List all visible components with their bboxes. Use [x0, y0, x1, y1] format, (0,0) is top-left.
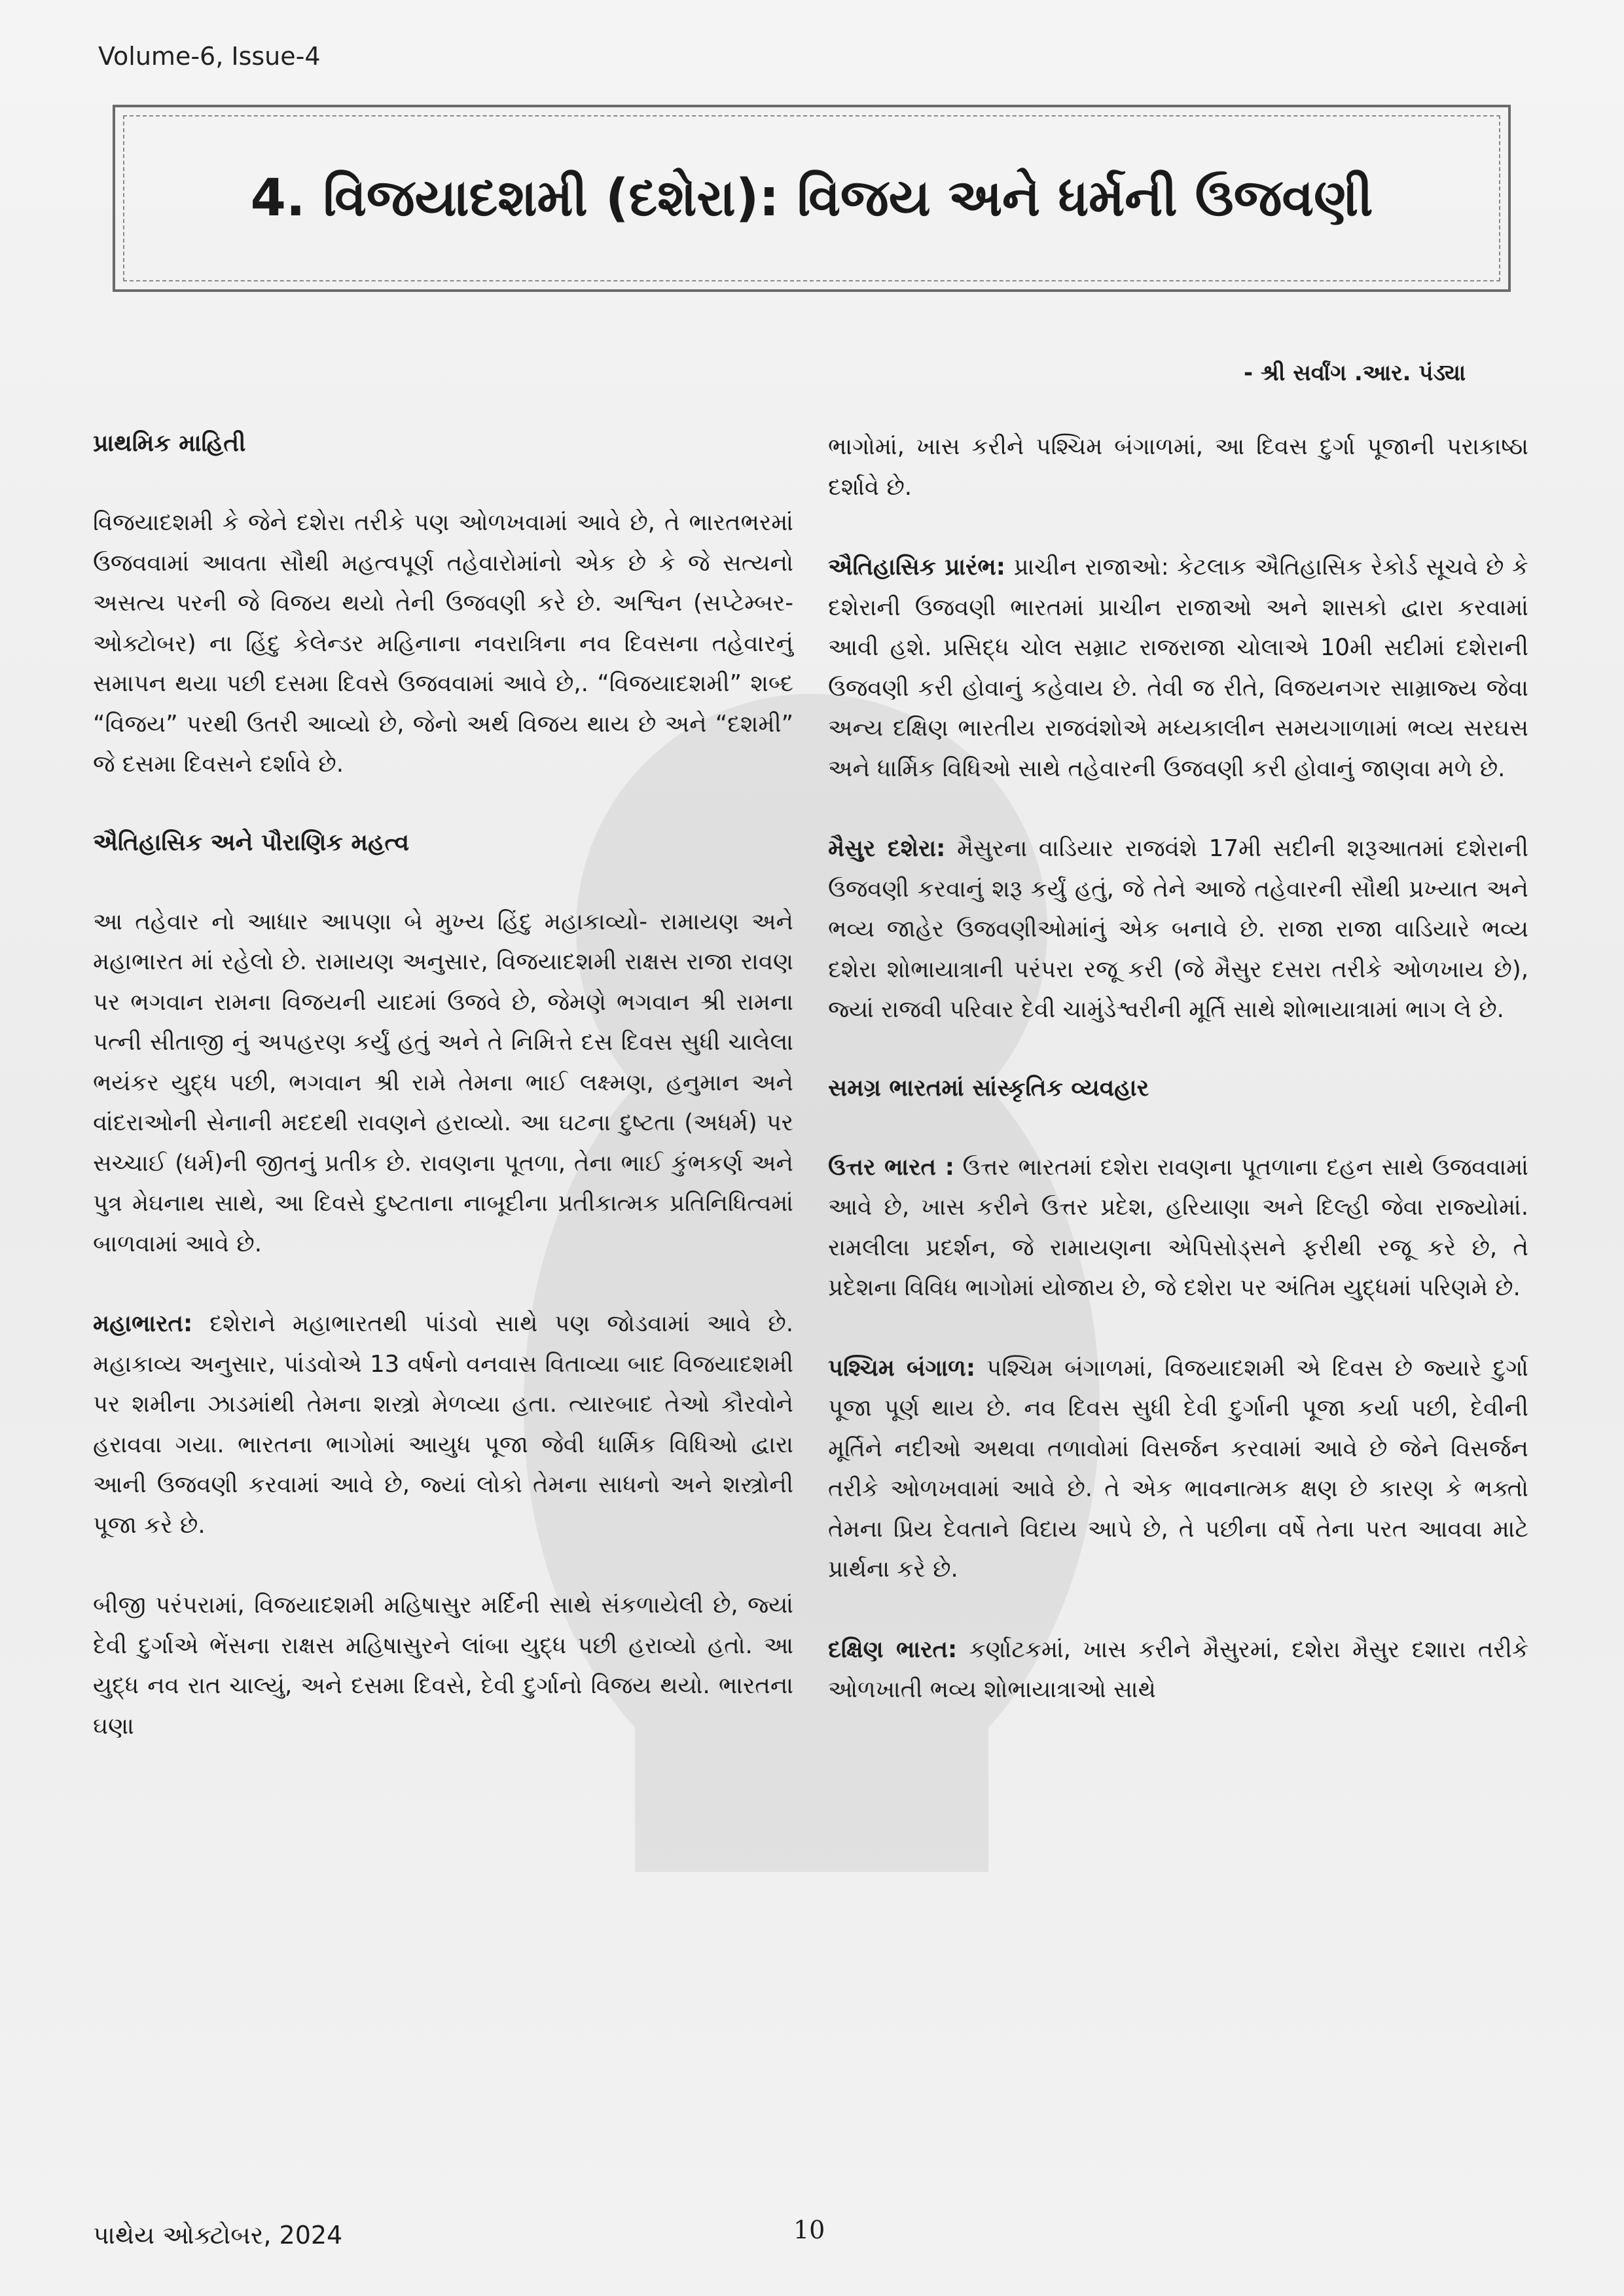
volume-issue-label: Volume-6, Issue-4	[98, 42, 321, 71]
paragraph-mahishasura: બીજી પરંપરામાં, વિજયાદશમી મહિષાસુર મર્દિની સાથે સંકળાયેલી છે, જ્યાં દેવી દુર્ગાએ ભેંસના રાક્ષસ મહિષાસુરને લાંબા યુદ્ધ પછી હરાવ્યો હતો. આ યુદ્ધ નવ રાત ચાલ્યું, અને દસમા દિવસે, દેવી દુર્ગાનો વિજય થયો. ભારતના ઘણા	[93, 1592, 793, 1740]
lead-historical-beginnings: ઐતિહાસિક પ્રારંભ:	[828, 554, 1005, 581]
paragraph-mahabharata	[93, 1304, 793, 1545]
lead-mahabharata: મહાભારત:	[93, 1310, 193, 1337]
text-west-bengal: પશ્ચિમ બંગાળમાં, વિજયાદશમી એ દિવસ છે જ્યારે દુર્ગા પૂજા પૂર્ણ થાય છે. નવ દિવસ સુધી દેવી દુર્ગાની પૂજા કર્યા પછી, દેવીની મૂર્તિને નદીઓ અથવા તળાવોમાં વિસર્જન કરવામાં આવે છે જેને વિસર્જન તરીકે ઓળખવામાં આવે છે. તે એક ભાવનાત્મક ક્ષણ છે કારણ કે ભક્તો તેમના પ્રિય દેવતાને વિદાય આપે છે, તે પછીના વર્ષે તેના પરત આવવા માટે પ્રાર્થના કરે છે.	[828, 1354, 1528, 1583]
lead-north-india: ઉત્તર ભારત :	[828, 1153, 954, 1181]
text-south-india: કર્ણાટકમાં, ખાસ કરીને મૈસુરમાં, દશેરા મૈસુર દશારા તરીકે ઓળખાતી ભવ્ય શોભાયાત્રાઓ સાથે	[828, 1636, 1529, 1703]
footer-magazine-name: પાથેય ઓક્ટોબર, 2024	[93, 2221, 343, 2250]
paragraph-north-india	[828, 1147, 1528, 1308]
section-heading-cultural-practices: સમગ્ર ભારતમાં સાંસ્કૃતિક વ્યવહાર	[828, 1074, 1149, 1102]
paragraph-south-india	[828, 1630, 1528, 1710]
section-heading-history-mythology: ઐતિહાસિક અને પૌરાણિક મહત્વ	[93, 829, 409, 856]
text-mysore-dussehra: મૈસુરના વાડિયાર રાજવંશે 17મી સદીની શરૂઆતમાં દશેરાની ઉજવણી કરવાનું શરૂ કર્યું હતું, જે તેને આજે તહેવારની સૌથી પ્રખ્યાત અને ભવ્ય જાહેર ઉજવણીઓમાંનું એક બનાવે છે. રાજા રાજા વાડિયારે ભવ્ય દશેરા શોભાયાત્રાની પરંપરા રજૂ કરી (જે મૈસુર દસરા તરીકે ઓળખાય છે), જ્યાં રાજવી પરિવાર દેવી ચામુંડેશ્વરીની મૂર્તિ સાથે શોભાયાત્રામાં ભાગ લે છે.	[828, 835, 1528, 1023]
right-column	[828, 427, 1528, 1750]
page-number: 10	[793, 2215, 825, 2244]
article-title: 4. વિજયાદશમી (દશેરા): વિજય અને ધર્મની ઉજવણી	[250, 168, 1373, 228]
lead-west-bengal: પશ્ચિમ બંગાળ:	[828, 1354, 976, 1382]
paragraph-west-bengal	[828, 1348, 1528, 1590]
lead-south-india: દક્ષિણ ભારત:	[828, 1636, 958, 1663]
text-mahabharata: દશેરાને મહાભારતથી પાંડવો સાથે પણ જોડવામાં આવે છે. મહાકાવ્ય અનુસાર, પાંડવોએ 13 વર્ષનો વનવાસ વિતાવ્યા બાદ વિજયાદશમી પર શમીના ઝાડમાંથી તેમના શસ્ત્રો મેળવ્યા હતા. ત્યારબાદ તેઓ કૌરવોને હરાવવા ગયા. ભારતના ભાગોમાં આયુધ પૂજા જેવી ધાર્મિક વિધિઓ દ્વારા આની ઉજવણી કરવામાં આવે છે, જ્યાં લોકો તેમના સાધનો અને શસ્ત્રોની પૂજા કરે છે.	[93, 1310, 793, 1539]
text-historical-beginnings: પ્રાચીન રાજાઓ: કેટલાક ઐતિહાસિક રેકોર્ડ સૂચવે છે કે દશેરાની ઉજવણી ભારતમાં પ્રાચીન રાજાઓ અને શાસકો દ્વારા કરવામાં આવી હશે. પ્રસિદ્ધ ચોલ સમ્રાટ રાજરાજા ચોલાએ 10મી સદીમાં દશેરાની ઉજવણી કરી હોવાનું કહેવાય છે. તેવી જ રીતે, વિજયનગર સામ્રાજ્ય જેવા અન્ય દક્ષિણ ભારતીય રાજવંશોએ મધ્યકાલીન સમયગાળામાં ભવ્ય સરઘસ અને ધાર્મિક વિધિઓ સાથે તહેવારની ઉજવણી કરી હોવાનું જાણવા મળે છે.	[828, 554, 1528, 782]
section-heading-basic-info: પ્રાથમિક માહિતી	[93, 430, 246, 457]
lead-mysore-dussehra: મૈસુર દશેરા:	[828, 835, 946, 862]
author-byline: - શ્રી સર્વાંગ .આર. પંડ્યા	[1244, 360, 1466, 386]
paragraph-mysore-dussehra	[828, 829, 1528, 1030]
title-frame	[113, 105, 1511, 292]
paragraph-ramayana: આ તહેવાર નો આધાર આપણા બે મુખ્ય હિંદુ મહાકાવ્યો- રામાયણ અને મહાભારત માં રહેલો છે. રામાયણ અનુસાર, વિજયાદશમી રાક્ષસ રાજા રાવણ પર ભગવાન રામના વિજયની યાદમાં ઉજવે છે, જેમણે ભગવાન શ્રી રામના પત્ની સીતાજી નું અપહરણ કર્યું હતું અને તે નિમિત્તે દસ દિવસ સુધી ચાલેલા ભયંકર યુદ્ધ પછી, ભગવાન શ્રી રામે તેમના ભાઈ લક્ષ્મણ, હનુમાન અને વાંદરાઓની સેનાની મદદથી રાવણને હરાવ્યો. આ ઘટના દુષ્ટતા (અધર્મ) પર સચ્ચાઈ (ધર્મ)ની જીતનું પ્રતીક છે. રાવણના પૂતળા, તેના ભાઈ કુંભકર્ણ અને પુત્ર મેઘનાથ સાથે, આ દિવસે દુષ્ટતાના નાબૂદીના પ્રતીકાત્મક પ્રતિનિધિત્વમાં બાળવામાં આવે છે.	[93, 908, 793, 1257]
paragraph-durga-puja-continued: ભાગોમાં, ખાસ કરીને પશ્ચિમ બંગાળમાં, આ દિવસ દુર્ગા પૂજાની પરાકાષ્ઠા દર્શાવે છે.	[828, 433, 1528, 501]
paragraph-historical-beginnings	[828, 547, 1528, 789]
paragraph-intro: વિજયાદશમી કે જેને દશેરા તરીકે પણ ઓળખવામાં આવે છે, તે ભારતભરમાં ઉજવવામાં આવતા સૌથી મહત્વપૂર્ણ તહેવારોમાંનો એક છે કે જે સત્યનો અસત્ય પરની જે વિજય થયો તેની ઉજવણી કરે છે. અશ્વિન (સપ્ટેમ્બર-ઓક્ટોબર) ના હિંદુ કેલેન્ડર મહિનાના નવરાત્રિના નવ દિવસના તહેવારનું સમાપન થયા પછી દસમા દિવસે ઉજવવામાં આવે છે,. “વિજયાદશમી” શબ્દ “વિજય” પરથી ઉતરી આવ્યો છે, જેનો અર્થ વિજય થાય છે અને “દશમી” જે દસમા દિવસને દર્શાવે છે.	[93, 509, 793, 778]
text-north-india: ઉત્તર ભારતમાં દશેરા રાવણના પૂતળાના દહન સાથે ઉજવવામાં આવે છે, ખાસ કરીને ઉત્તર પ્રદેશ, હરિયાણા અને દિલ્હી જેવા રાજ્યોમાં. રામલીલા પ્રદર્શન, જે રામાયણના એપિસોડ્સને ફરીથી રજૂ કરે છે, તે પ્રદેશના વિવિધ ભાગોમાં યોજાય છે, જે દશેરા પર અંતિમ યુદ્ધમાં પરિણમે છે.	[828, 1153, 1529, 1301]
left-column	[93, 425, 793, 1786]
